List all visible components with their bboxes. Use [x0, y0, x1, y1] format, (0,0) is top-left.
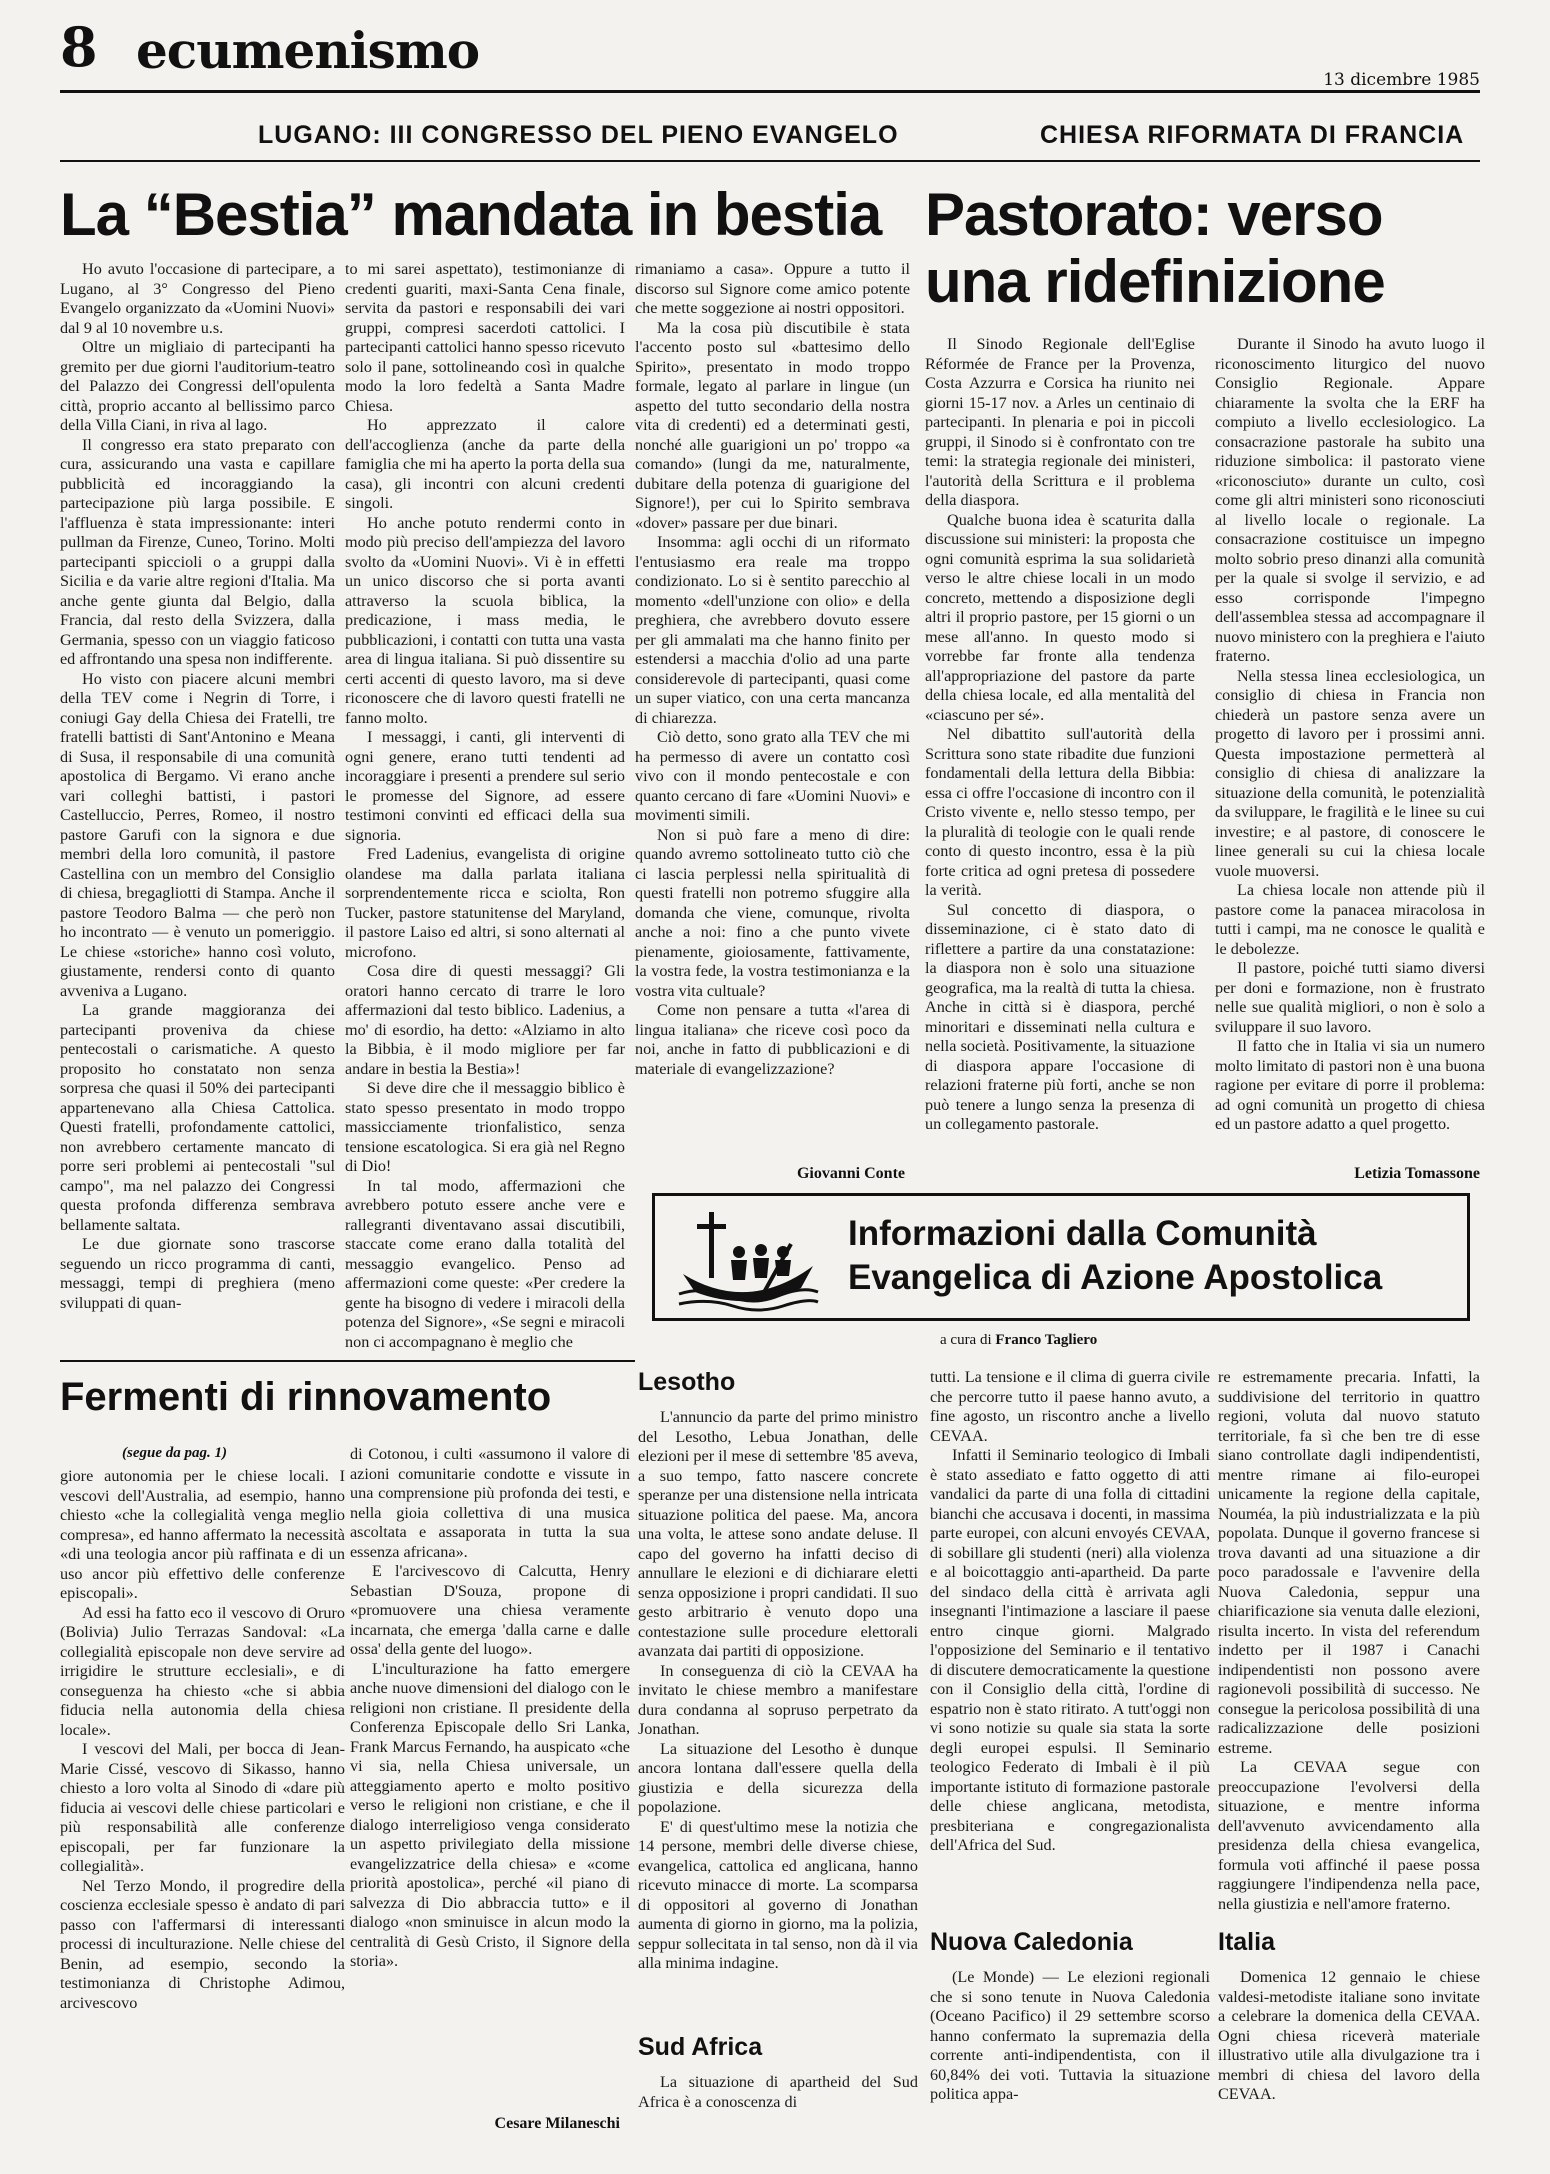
- paragraph: Nella stessa linea ecclesiologica, un consiglio di chiesa in Francia non chiederà un pastore senza avere un progetto di lavoro per i prossimi anni. Questa impostazione permetterà al consiglio di chiesa di analizzare la situazione della comunità, le potenzialità da sviluppare, le fragilità e le linee su cui investire; e al pastore, di conoscere le linee generali su cui la chiesa locale vuole muoversi.: [1215, 666, 1485, 880]
- cevaa-col-1: [638, 1408, 918, 2028]
- section-title: ecumenismo: [136, 21, 480, 80]
- right-headline-line-2: una ridefinizione: [925, 248, 1385, 315]
- fermenti-continued: (segue da pag. 1): [122, 1445, 227, 1461]
- paragraph: Ho avuto l'occasione di partecipare, a Lugano, al 3° Congresso del Pieno Evangelo organizzato da «Uomini Nuovi» dal 9 al 10 novembre u.s.: [60, 260, 335, 337]
- paragraph: Il pastore, poiché tutti siamo diversi per doni e formazione, non è frustrato nelle sue qualità migliori, o non è solo a sviluppare il suo lavoro.: [1215, 959, 1485, 1036]
- page-number: 8: [60, 15, 98, 79]
- italia-heading: Italia: [1218, 1928, 1275, 1956]
- left-col-1: [60, 260, 335, 1360]
- paragraph: La chiesa locale non attende più il pastore come la panacea miracolosa in tutti i campi, ma ne conosce le qualità e le debolezze.: [1215, 881, 1485, 958]
- cevaa-credit: [940, 1332, 1097, 1349]
- paragraph: Ho anche potuto rendermi conto in modo più preciso dell'ampiezza del lavoro svolto da «Uomini Nuovi». Vi è in effetti un unico discorso che si porta avanti attraverso la scuola biblica, la predicazione, i mass media, le pubblicazioni, i contatti con tutta una vasta area di lingua italiana. Si può dissentire su certi accenti di questo lavoro, ma si deve riconoscere che di lavoro questi fratelli ne fanno molto.: [345, 513, 625, 727]
- right-headline-line-1: Pastorato: verso: [925, 181, 1383, 248]
- paragraph: Insomma: agli occhi di un riformato l'entusiasmo era reale ma troppo condizionato. Lo si è sentito parecchio al momento «dell'unzione con olio» e della preghiera, che avrebbero dovuto essere per gli ammalati ma che hanno finito per estendersi a macchia d'olio ad una parte considerevole di partecipanti, quasi come un super viatico, con una certa mancanza di chiarezza.: [635, 533, 910, 727]
- paragraph: Oltre un migliaio di partecipanti ha gremito per due giorni l'auditorium-teatro del Palazzo dei Congressi dell'opulenta città, proprio accanto al bellissimo parco della Villa Ciani, in riva al lago.: [60, 338, 335, 434]
- issue-date: 13 dicembre 1985: [1323, 70, 1480, 90]
- fermenti-author: Cesare Milaneschi: [494, 2115, 620, 2132]
- paragraph: Durante il Sinodo ha avuto luogo il riconoscimento liturgico del nuovo Consiglio Regionale. Appare chiaramente la svolta che la ERF ha compiuto a livello ecclesiologico. La consacrazione pastorale ha subito una riduzione simbolica: il pastorato viene «riconosciuto» durante un culto, così come gli altri ministeri sono riconosciuti al livello locale o regionale. La consacrazione costituisce un impegno molto sobrio preso dinanzi alla comunità per la quale si svolge il servizio, e ad esso corrisponde l'impegno dell'assemblea stessa ad accompagnare il nuovo ministero con la preghiera e l'aiuto fraterno.: [1215, 335, 1485, 665]
- paragraph: Fred Ladenius, evangelista di origine olandese ma dalla parlata italiana sorprendentemente ricca e sciolta, Ron Tucker, pastore statunitense del Maryland, il pastore Laiso ed altri, si sono alternati al microfono.: [345, 845, 625, 961]
- masthead-rule: [60, 90, 1480, 93]
- left-col-2: [345, 260, 625, 1360]
- paragraph: Cosa dire di questi messaggi? Gli oratori hanno cercato di trarre le loro affermazioni dal testo biblico. Ladenius, a mo' di esordio, ha detto: «Alziamo in alto la Bibbia, è il modo migliore per far andare in bestia la Bestia»!: [345, 962, 625, 1078]
- paragraph: E' di quest'ultimo mese la notizia che 14 persone, membri delle diverse chiese, evangelica, cattolica ed anglicana, hanno ricevuto minacce di morte. La scomparsa di oppositori al governo di Jonathan aumenta di giorno in giorno, ma la polizia, seppur sollecitata in tal senso, non dà il via alla minima indagine.: [638, 1817, 918, 1972]
- lesotho-heading: Lesotho: [638, 1368, 736, 1396]
- paragraph: Qualche buona idea è scaturita dalla discussione sui ministeri: la proposta che ogni comunità esprima la sua solidarietà verso le altre chiese locali in un modo concreto, mettendo a disposizione degli altri il proprio pastore, per 15 giorni o un mese all'anno. In questo modo si vorrebbe far fronte alla tendenza all'appropriazione del pastore da parte della chiesa locale, ed alla mentalità del «ciascuno per sé».: [925, 510, 1195, 724]
- paragraph: Domenica 12 gennaio le chiese valdesi-metodiste italiane sono invitate a celebrare la domenica della CEVAA. Ogni chiesa riceverà materiale illustrativo utile alla divulgazione tra i membri di chiesa del lavoro della CEVAA.: [1218, 1968, 1480, 2103]
- cevaa-col-3: [1218, 1368, 1480, 1918]
- cevaa-col-2: [930, 1368, 1210, 1918]
- paragraph: La CEVAA segue con preoccupazione l'evolversi della situazione, e mentre informa dell'avvenuto avvicendamento alla presidenza della chiesa evangelica, formula voti affinché il paese possa raggiungere l'indipendenza nella pace, nella giustizia e nell'amore fraterno.: [1218, 1758, 1480, 1913]
- paragraph: I messaggi, i canti, gli interventi di ogni genere, erano tutti tendenti ad incoraggiare i presenti a prendere sul serio le promesse del Signore, ad essere testimoni convinti ed efficaci della sua signoria.: [345, 728, 625, 844]
- sudafrica-heading: Sud Africa: [638, 2033, 763, 2061]
- fermenti-top-rule: [60, 1360, 635, 1362]
- paragraph: Ho apprezzato il calore dell'accoglienza (anche da parte della famiglia che mi ha aperto la porta della sua casa), gli incontri con alcuni credenti singoli.: [345, 416, 625, 512]
- paragraph: re estremamente precaria. Infatti, la suddivisione del territorio in quattro regioni, voluta dal nuovo statuto territoriale, fa sì che ben tre di esse siano controllate dagli indipendentisti, mentre rimane ai filo-europei unicamente la regione della capitale, Nouméa, la più industrializzata e la più popolata. Dunque il governo francese si trova davanti ad una situazione a dir poco paradossale e l'avvenire della Nuova Caledonia, seppur una chiarificazione sia venuta dalle elezioni, risulta incerto. In vista del referendum indetto per il 1987 i Canachi indipendentisti non possono avere ragionevoli possibilità di successo. Ne consegue la pericolosa possibilità di una radicalizzazione delle posizioni estreme.: [1218, 1368, 1480, 1757]
- nuova-caledonia-heading: Nuova Caledonia: [930, 1928, 1133, 1956]
- paragraph: Ad essi ha fatto eco il vescovo di Oruro (Bolivia) Julio Terrazas Sandoval: «La collegialità episcopale non deve servire ad irrigidire le strutture ecclesiali», e di conseguenza ha chiesto «che si abbia fiducia nella autonomia della chiesa locale».: [60, 1603, 345, 1739]
- sudafrica-text: [638, 2073, 918, 2133]
- paragraph: di Cotonou, i culti «assumono il valore di azioni comunitarie condotte e vissute in una comprensione più profonda dei testi, e nella gioia collettiva di una musica ascoltata e assaporata in tutta la sua essenza africana».: [350, 1445, 630, 1561]
- paragraph: Ciò detto, sono grato alla TEV che mi ha permesso di avere un contatto così vivo con il mondo pentecostale e con quanto cercano di fare «Uomini Nuovi» e movimenti simili.: [635, 728, 910, 824]
- paragraph: Nel dibattito sull'autorità della Scrittura sono state ribadite due funzioni fondamentali della lettura della Bibbia: essa ci offre l'occasione di incontro con il Cristo vivente e, nello stesso tempo, per la pluralità di teologie con le quali rende conto di questo incontro, essa è la più forte critica ad ogni pretesa di possedere la verità.: [925, 725, 1195, 899]
- paragraph: L'inculturazione ha fatto emergere anche nuove dimensioni del dialogo con le religioni non cristiane. Il presidente della Conferenza Episcopale dello Sri Lanka, Frank Marcus Fernando, ha auspicato «che vi sia, nella Chiesa universale, un atteggiamento aperto e molto positivo verso le religioni non cristiane, e che il dialogo interreligioso venga considerato un aspetto privilegiato della missione evangelizzatrice della chiesa» e «come priorità apostolica», perché «il piano di salvezza di Dio abbraccia tutto» e il dialogo «non sminuisce in alcun modo la centralità di Gesù Cristo, il Signore della storia».: [350, 1659, 630, 1970]
- paragraph: Il congresso era stato preparato con cura, assicurando una vasta e capillare pubblicità ed incoraggiando la partecipazione più larga possibile. E l'affluenza è stata impressionante: interi pullman da Firenze, Cuneo, Torino. Molti partecipanti spiccioli o a gruppi dalla Sicilia e da varie altre regioni d'Italia. Ma anche gente giunta dal Belgio, dalla Francia, dal resto della Svizzera, dalla Germania, spesso con un viaggio faticoso ed affrontando una spesa non indifferente.: [60, 435, 335, 668]
- italia-text: [1218, 1968, 1480, 2138]
- paragraph: I vescovi del Mali, per bocca di Jean-Marie Cissé, vescovo di Sikasso, hanno chiesto a loro volta al Sinodo di «dare più fiducia ai vescovi delle chiese particolari e più responsabilità alle conferenze episcopali, per far funzionare la collegialità».: [60, 1740, 345, 1875]
- paragraph: La grande maggioranza dei partecipanti proveniva da chiese pentecostali o carismatiche. A questo proposito ho constatato non senza sorpresa che quasi il 50% dei partecipanti appartenevano alla Chiesa Cattolica. Questi fratelli, profondamente cattolici, non avrebbero certamente mancato di porre seri problemi ai pentecostali "sul campo", ma nel palazzo dei Congressi questa profonda differenza sembrava bellamente saltata.: [60, 1001, 335, 1234]
- nuova-caledonia-text: [930, 1968, 1210, 2138]
- cevaa-banner: [652, 1193, 1470, 1321]
- paragraph: tutti. La tensione e il clima di guerra civile che percorre tutto il paese hanno avuto, a fine agosto, un riscontro anche a livello CEVAA.: [930, 1368, 1210, 1445]
- paragraph: Ma la cosa più discutibile è stata l'accento posto sul «battesimo dello Spirito», presentato in modo troppo formale, legato al parlare in lingue (un aspetto del tutto secondario della nostra vita di credenti) ed a determinati gesti, nonché alle guarigioni un po' troppo «a comando» (lungi da me, naturalmente, dubitare della potenza di guarigione del Signore!), per cui lo Spirito sembrava «dover» passare per due binari.: [635, 318, 910, 532]
- fermenti-headline: Fermenti di rinnovamento: [60, 1375, 552, 1419]
- right-kicker: CHIESA RIFORMATA DI FRANCIA: [1040, 121, 1465, 149]
- left-kicker: LUGANO: III CONGRESSO DEL PIENO EVANGELO: [258, 121, 899, 149]
- paragraph: La situazione di apartheid del Sud Africa è a conoscenza di: [638, 2073, 918, 2111]
- paragraph: Non si può fare a meno di dire: quando avremo sottolineato tutto ciò che ci lascia perplessi nella spiritualità di questi fratelli non potremo sfuggire alla domanda che viene, comunque, rivolta anche a noi: fino a che punto vivete pienamente, gioiosamente, fattivamente, la vostra fede, la vostra testimonianza e la vostra vita cultuale?: [635, 825, 910, 1000]
- credit-prefix: a cura di: [940, 1332, 992, 1348]
- paragraph: Le due giornate sono trascorse seguendo un ricco programma di canti, messaggi, tempi di preghiera (meno sviluppati di quan-: [60, 1235, 335, 1312]
- paragraph: Il fatto che in Italia vi sia un numero molto limitato di pastori non è una buona ragione per evitare di porre il problema: ad ogni comunità un progetto di chiesa ed un pastore adatto a quel progetto.: [1215, 1037, 1485, 1133]
- left-author: Giovanni Conte: [796, 1165, 905, 1182]
- paragraph: Si deve dire che il messaggio biblico è stato spesso presentato in modo troppo massicciamente trionfalistico, senza tensione escatologica. Si era già nel Regno di Dio!: [345, 1079, 625, 1175]
- boat-cross-logo-icon: [673, 1204, 823, 1314]
- credit-name: Franco Tagliero: [995, 1332, 1098, 1348]
- right-col-2: [1215, 335, 1485, 1165]
- paragraph: L'annuncio da parte del primo ministro del Lesotho, Lebua Jonathan, delle elezioni per il mese di settembre '85 aveva, a suo tempo, fatto nascere concrete speranze per una distensione nella intricata situazione politica del paese. Ma, ancora una volta, le attese sono andate deluse. Il capo del governo ha infatti deciso di annullare le elezioni e di dichiarare eletti senza opposizione i propri candidati. Il suo gesto arbitrario è venuto dopo una contestazione sulle procedure elettorali avanzata dai partiti di opposizione.: [638, 1408, 918, 1660]
- paragraph: Ho visto con piacere alcuni membri della TEV come i Negrin di Torre, i coniugi Gay della Chiesa dei Fratelli, tre fratelli battisti di Sant'Antonino e Meana di Susa, il responsabile di una comunità apostolica di Bergamo. Vi erano anche vari colleghi battisti, i pastori Castelluccio, Perres, Romeo, il nostro pastore Garufi con la signora e due membri della loro comunità, il pastore Castellina con un membro del Consiglio di chiesa, bregagliotti di Stampa. Anche il pastore Teodoro Balma — che però non ho incontrato — è venuto un pomeriggio. Le chiese «storiche» hanno così voluto, giustamente, rendersi conto di quanto avveniva a Lugano.: [60, 669, 335, 1000]
- paragraph: Come non pensare a tutta «l'area di lingua italiana» che riceve così poco da noi, anche in fatto di pubblicazioni e di materiale di evangelizzazione?: [635, 1001, 910, 1078]
- paragraph: to mi sarei aspettato), testimonianze di credenti guariti, maxi-Santa Cena finale, servita da pastori e responsabili dei vari gruppi, compresi sacerdoti cattolici. I partecipanti cattolici hanno spesso ricevuto solo il pane, sottolineando così in qualche modo la loro fedeltà a Santa Madre Chiesa.: [345, 260, 625, 415]
- paragraph: Nel Terzo Mondo, il progredire della coscienza ecclesiale spesso è andato di pari passo con l'affermarsi di interessanti processi di inculturazione. Nelle chiese del Benin, ad esempio, secondo la testimonianza di Christophe Adimou, arcivescovo: [60, 1876, 345, 2012]
- fermenti-col-1: [60, 1467, 345, 2127]
- paragraph: Sul concetto di diaspora, o disseminazione, ci è stato dato di riflettere a partire da una constatazione: la diaspora non è solo una situazione geografica, ma la realtà di tutta la chiesa. Anche in città si è diaspora, perché minoritari e disseminati nella cultura e nella società. Positivamente, la situazione di diaspora appare l'occasione di relazioni fraterne più forti, anche se non può tenere a lungo senza la presenza di un collegamento pastorale.: [925, 900, 1195, 1133]
- cevaa-title-line-1: Informazioni dalla Comunità: [848, 1214, 1317, 1253]
- right-col-1: [925, 335, 1195, 1185]
- fermenti-col-2: [350, 1445, 630, 2105]
- paragraph: E l'arcivescovo di Calcutta, Henry Sebastian D'Souza, propone di «promuovere una chiesa veramente incarnata, che emerga 'dalla carne e dalle ossa' della gente del luogo».: [350, 1562, 630, 1658]
- paragraph: Infatti il Seminario teologico di Imbali è stato assediato e fatto oggetto di atti vandalici da parte di una folla di cittadini bianchi che accusava i docenti, in massima parte europei, con alcuni envoyés CEVAA, di sobillare gli studenti (neri) alla violenza e al boicottaggio anti-apartheid. Da parte del sindaco della città è arrivata agli insegnanti l'intimazione a lasciare il paese entro cinque giorni. Malgrado l'opposizione del Seminario e il tentativo di discutere democraticamente la questione con il Consiglio della città, l'ordine di espatrio non è stato ritirato. A tutt'oggi non vi sono notizie su quale sia stata la sorte degli europei espulsi. Il Seminario teologico Federato di Imbali è il più importante istituto di formazione pastorale delle chiese anglicana, metodista, presbiteriana e congregazionalista dell'Africa del Sud.: [930, 1446, 1210, 1854]
- left-col-3: [635, 260, 910, 1160]
- paragraph: In conseguenza di ciò la CEVAA ha invitato le chiese membro a manifestare dura condanna al sopruso perpetrato da Jonathan.: [638, 1661, 918, 1738]
- right-author: Letizia Tomassone: [1354, 1165, 1480, 1182]
- paragraph: (Le Monde) — Le elezioni regionali che si sono tenute in Nuova Caledonia (Oceano Pacifico) il 29 settembre scorso hanno confermato la supremazia della corrente anti-indipendentista, con il 60,84% dei voti. Tuttavia la situazione politica appa-: [930, 1968, 1210, 2103]
- kicker-rule: [60, 160, 1480, 162]
- paragraph: La situazione del Lesotho è dunque ancora lontana dall'essere quella della giustizia e della sicurezza della popolazione.: [638, 1739, 918, 1816]
- paragraph: rimaniamo a casa». Oppure a tutto il discorso sul Signore come amico potente che mette soggezione ai nostri oppositori.: [635, 260, 910, 317]
- paragraph: giore autonomia per le chiese locali. I vescovi dell'Australia, ad esempio, hanno chiesto «che la collegialità venga meglio compresa», ed hanno affermato la necessità «di una teologia ancor più raffinata e di un uso ancor più effettivo delle conferenze episcopali».: [60, 1467, 345, 1602]
- left-headline: La “Bestia” mandata in bestia: [60, 181, 882, 248]
- cevaa-title-line-2: Evangelica di Azione Apostolica: [848, 1258, 1383, 1297]
- paragraph: In tal modo, affermazioni che avrebbero potuto essere anche vere e rallegranti diventavano assai discutibili, staccate come erano dalla totalità del messaggio evangelico. Penso ad affermazioni come queste: «Per credere la gente ha bisogno di vedere i miracoli della potenza del Signore», «Se segni e miracoli non ci accompagnano è meglio che: [345, 1176, 625, 1351]
- paragraph: Il Sinodo Regionale dell'Eglise Réformée de France per la Provenza, Costa Azzurra e Corsica ha riunito nei giorni 15-17 nov. a Arles un centinaio di partecipanti. In plenaria e poi in piccoli gruppi, il Sinodo si è confrontato con tre temi: la strategia regionale dei ministeri, l'autorità della Scrittura e il problema della diaspora.: [925, 335, 1195, 509]
